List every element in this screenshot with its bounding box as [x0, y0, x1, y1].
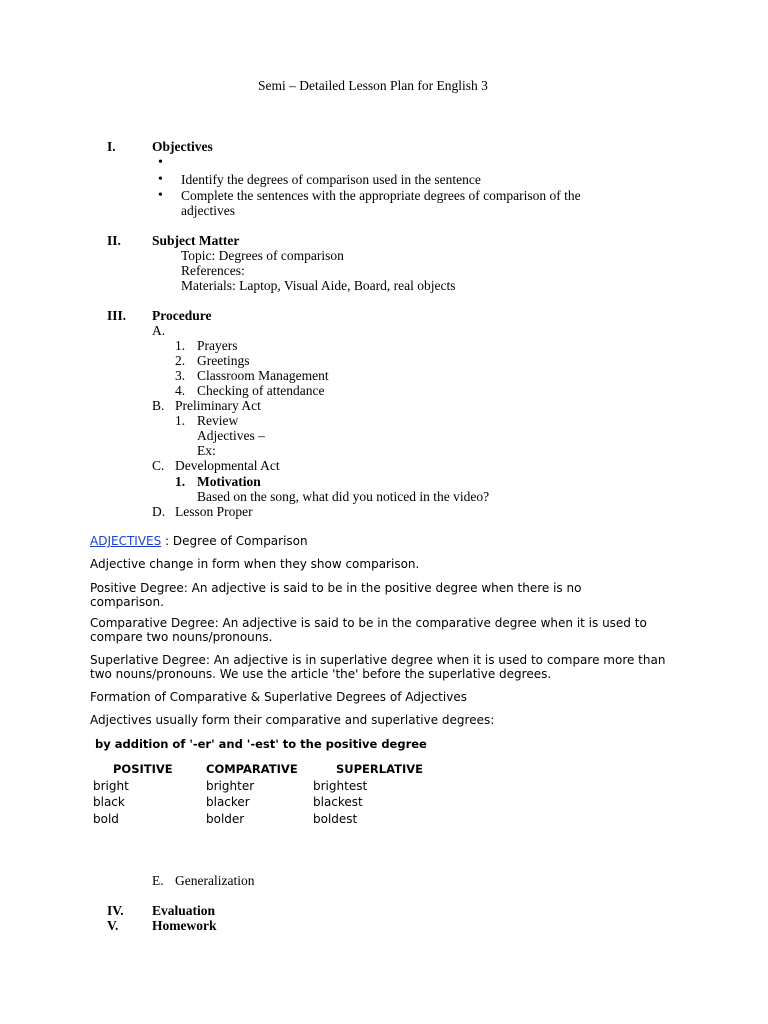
table-cell: bolder [206, 812, 245, 826]
procedure-d-text: Lesson Proper [175, 504, 253, 519]
procedure-numeral: III. [107, 308, 127, 323]
table-header-comparative: COMPARATIVE [206, 762, 298, 776]
review-example: Ex: [197, 443, 216, 458]
superlative-degree-paragraph: Superlative Degree: An adjective is in superlative degree when it is used to compare more than two nouns/pronouns. We use the article 'the' before the superlative degrees. [90, 653, 666, 681]
procedure-a-label: A. [152, 323, 166, 338]
subject-matter-heading: Subject Matter [152, 233, 240, 248]
table-header-superlative: SUPERLATIVE [336, 762, 423, 776]
adjectives-link[interactable]: ADJECTIVES [90, 534, 162, 548]
objective-item: Identify the degrees of comparison used in the sentence [181, 172, 481, 187]
objectives-heading: Objectives [152, 139, 213, 154]
table-cell: brighter [206, 779, 255, 793]
table-cell: bright [93, 779, 129, 793]
list-item-number: 1. [175, 413, 186, 428]
procedure-c-text: Developmental Act [175, 458, 280, 473]
list-item: Review [197, 413, 239, 428]
bullet-icon: • [158, 172, 163, 187]
table-cell: boldest [313, 812, 358, 826]
list-item-number: 3. [175, 368, 186, 383]
table-header-positive: POSITIVE [113, 762, 173, 776]
page-title: Semi – Detailed Lesson Plan for English 3 [258, 78, 488, 93]
list-item: Prayers [197, 338, 238, 353]
objective-item-continuation: adjectives [181, 203, 235, 218]
list-item-number: 1. [175, 338, 186, 353]
lesson-heading [90, 534, 308, 548]
generalization-label: E. [152, 873, 164, 888]
lesson-heading-suffix: : Degree of Comparison [161, 534, 308, 548]
list-item: Classroom Management [197, 368, 329, 383]
motivation-heading: Motivation [197, 474, 261, 489]
list-item: Checking of attendance [197, 383, 325, 398]
table-cell: bold [93, 812, 119, 826]
lesson-paragraph: Adjective change in form when they show comparison. [90, 557, 420, 571]
procedure-b-text: Preliminary Act [175, 398, 261, 413]
objective-item: Complete the sentences with the appropriate degrees of comparison of the [181, 188, 581, 203]
homework-numeral: V. [107, 918, 119, 933]
list-item-number: 1. [175, 474, 186, 489]
subject-materials: Materials: Laptop, Visual Aide, Board, real objects [181, 278, 456, 293]
review-adjectives: Adjectives – [197, 428, 265, 443]
list-item: Greetings [197, 353, 250, 368]
list-item-number: 4. [175, 383, 186, 398]
formation-rule: by addition of '-er' and '-est' to the positive degree [95, 737, 427, 751]
positive-degree-paragraph: Positive Degree: An adjective is said to be in the positive degree when there is no comparison. [90, 581, 582, 609]
homework-heading: Homework [152, 918, 217, 933]
procedure-c-label: C. [152, 458, 165, 473]
objectives-numeral: I. [107, 139, 116, 154]
generalization-text: Generalization [175, 873, 255, 888]
bullet-icon: • [158, 188, 163, 203]
table-cell: blacker [206, 795, 250, 809]
motivation-question: Based on the song, what did you noticed in the video? [197, 489, 490, 504]
list-item-number: 2. [175, 353, 186, 368]
subject-topic: Topic: Degrees of comparison [181, 248, 344, 263]
subject-matter-numeral: II. [107, 233, 121, 248]
comparative-degree-paragraph: Comparative Degree: An adjective is said to be in the comparative degree when it is used to compare two nouns/pronouns. [90, 616, 647, 644]
formation-heading: Formation of Comparative & Superlative Degrees of Adjectives [90, 690, 467, 704]
procedure-heading: Procedure [152, 308, 212, 323]
procedure-d-label: D. [152, 504, 166, 519]
evaluation-numeral: IV. [107, 903, 124, 918]
subject-references: References: [181, 263, 245, 278]
procedure-b-label: B. [152, 398, 165, 413]
evaluation-heading: Evaluation [152, 903, 216, 918]
table-cell: brightest [313, 779, 368, 793]
bullet-icon: • [158, 155, 163, 170]
formation-intro: Adjectives usually form their comparative and superlative degrees: [90, 713, 495, 727]
table-cell: black [93, 795, 125, 809]
table-cell: blackest [313, 795, 363, 809]
